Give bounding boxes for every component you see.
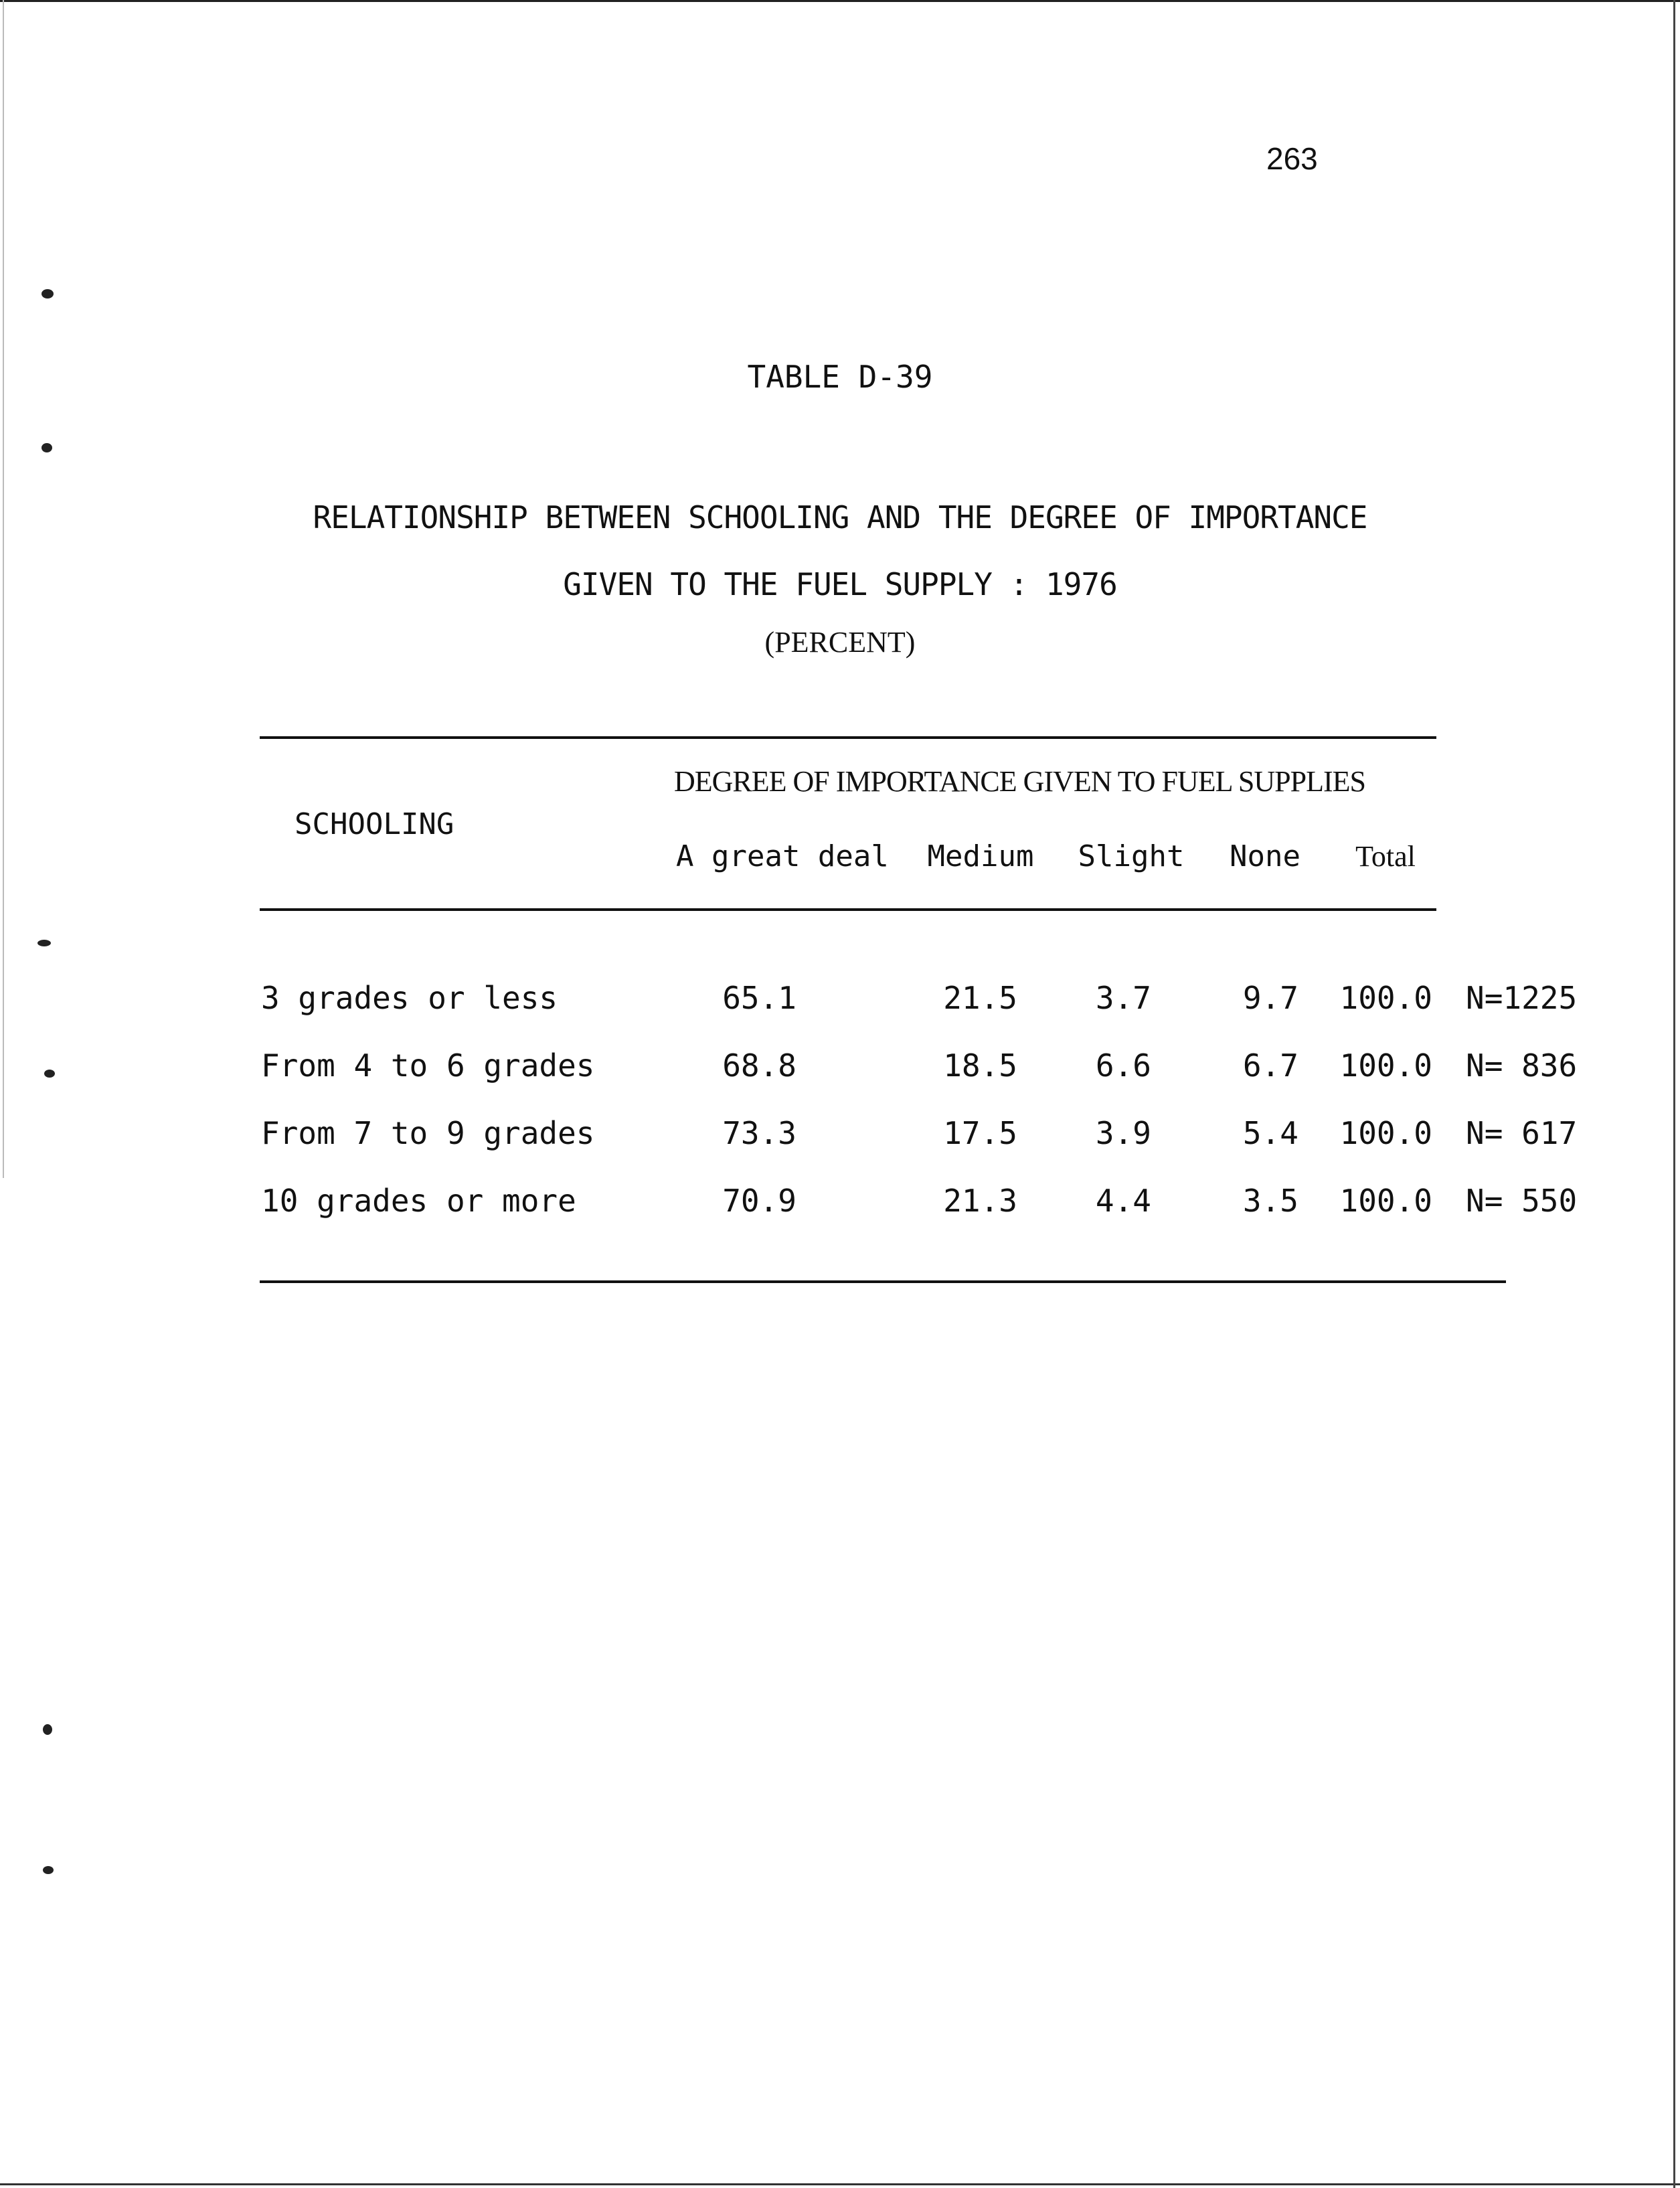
cell-medium: 17.5 [943,1115,1017,1151]
cell-total: 100.0 [1339,1183,1432,1219]
column-header-total: Total [1355,840,1416,873]
row-label: From 7 to 9 grades [261,1115,595,1151]
page-edge-top [0,0,1680,2]
table-title-line-1: RELATIONSHIP BETWEEN SCHOOLING AND THE DEGREE OF IMPORTANCE [313,499,1367,535]
table-label: TABLE D-39 [747,359,933,395]
table-bottom-rule [260,1280,1506,1283]
column-header-great-deal: A great deal [676,839,889,873]
cell-sample-size: N= 550 [1466,1183,1578,1219]
scan-speck [41,289,54,299]
cell-none: 5.4 [1242,1115,1298,1151]
scan-speck [43,1724,52,1735]
cell-medium: 21.3 [943,1183,1017,1219]
cell-none: 3.5 [1242,1183,1298,1219]
column-header-none: None [1230,839,1300,873]
table-header-rule [260,908,1436,911]
cell-total: 100.0 [1339,980,1432,1016]
cell-sample-size: N=1225 [1466,980,1578,1016]
column-header-medium: Medium [927,839,1034,873]
table-title-line-2: GIVEN TO THE FUEL SUPPLY : 1976 [563,566,1117,602]
scan-speck [43,1866,54,1874]
cell-slight: 4.4 [1095,1183,1151,1219]
table-row [0,1115,1680,1149]
table-title-unit: (PERCENT) [764,626,916,659]
cell-great-deal: 68.8 [722,1047,796,1084]
cell-medium: 21.5 [943,980,1017,1016]
cell-sample-size: N= 836 [1466,1047,1578,1084]
cell-none: 9.7 [1242,980,1298,1016]
scan-speck [41,443,52,452]
page-edge-right [1673,0,1675,2188]
cell-total: 100.0 [1339,1115,1432,1151]
row-label: From 4 to 6 grades [261,1047,595,1084]
cell-sample-size: N= 617 [1466,1115,1578,1151]
table-row [0,1047,1680,1084]
cell-great-deal: 65.1 [722,980,796,1016]
cell-great-deal: 70.9 [722,1183,796,1219]
row-label: 3 grades or less [261,980,558,1016]
row-header-schooling: SCHOOLING [295,807,454,841]
column-header-slight: Slight [1078,839,1185,873]
cell-slight: 3.7 [1095,980,1151,1016]
table-top-rule [260,736,1436,739]
row-label: 10 grades or more [261,1183,576,1219]
cell-total: 100.0 [1339,1047,1432,1084]
table-row [0,980,1680,1016]
page-number: 263 [1266,141,1318,176]
cell-none: 6.7 [1242,1047,1298,1084]
cell-slight: 6.6 [1095,1047,1151,1084]
cell-great-deal: 73.3 [722,1115,796,1151]
cell-medium: 18.5 [943,1047,1017,1084]
page-edge-bottom [0,2183,1680,2185]
column-group-header: DEGREE OF IMPORTANCE GIVEN TO FUEL SUPPLIES [674,765,1365,798]
table-row [0,1183,1680,1219]
cell-slight: 3.9 [1095,1115,1151,1151]
scan-speck [37,940,51,946]
